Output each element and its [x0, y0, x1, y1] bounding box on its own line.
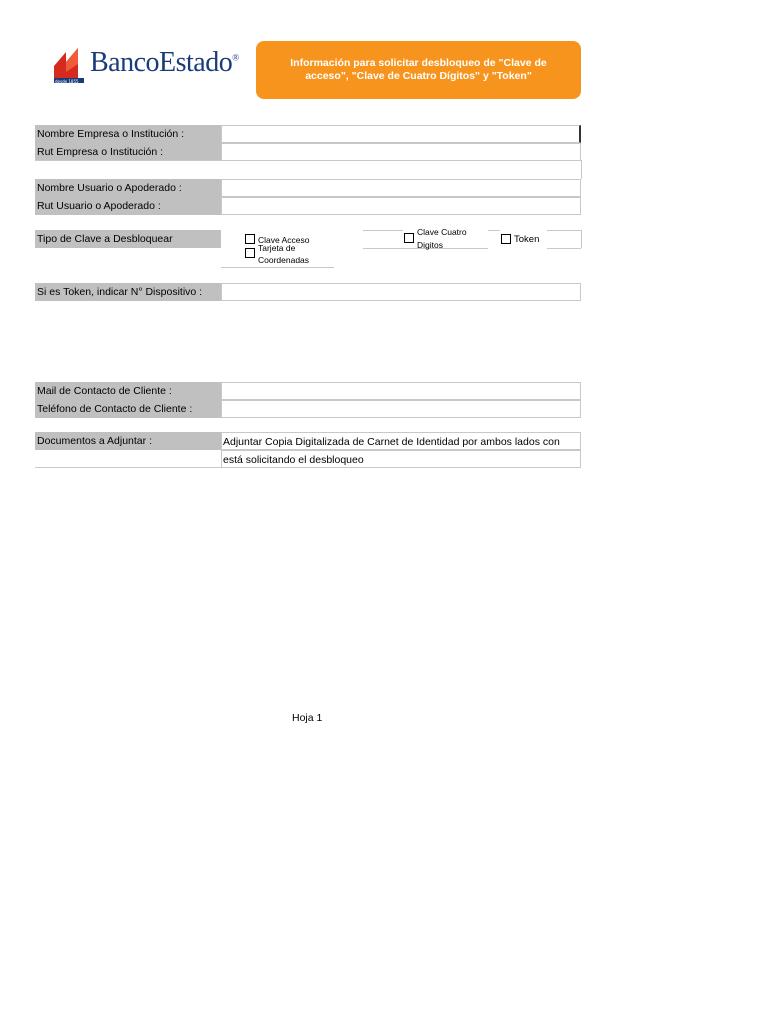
empresa-nombre-label: Nombre Empresa o Institución : [35, 125, 221, 143]
empresa-nombre-input[interactable] [221, 125, 581, 143]
info-banner [256, 41, 581, 99]
empresa-rut-label: Rut Empresa o Institución : [35, 143, 221, 161]
page-label: Hoja 1 [292, 712, 323, 724]
documentos-line1: Adjuntar Copia Digitalizada de Carnet de Identidad por ambos lados con [221, 432, 581, 450]
empresa-rut-input[interactable] [221, 143, 581, 161]
usuario-nombre-input[interactable] [221, 179, 581, 197]
logo-wordmark: BancoEstado® [90, 47, 239, 78]
usuario-nombre-label: Nombre Usuario o Apoderado : [35, 179, 221, 197]
row-divider [221, 267, 334, 268]
mail-contacto-input[interactable] [221, 382, 581, 400]
row-divider [35, 467, 221, 468]
tarjeta-coordenadas-label-line2: Coordenadas [258, 255, 310, 265]
documentos-label: Documentos a Adjuntar : [35, 432, 221, 450]
bancoestado-logo-mark [52, 44, 88, 84]
token-label: Token [514, 234, 540, 245]
row-divider [547, 230, 581, 231]
banner-text: Información para solicitar desbloqueo de "Clave de acceso", "Clave de Cuatro Dígitos" y "Token" [290, 57, 547, 82]
tarjeta-coordenadas-label-line1: Tarjeta de [258, 243, 296, 253]
clave-acceso-label: Clave Acceso [258, 235, 310, 245]
tipo-clave-label: Tipo de Clave a Desbloquear [35, 230, 221, 248]
documentos-line2: está solicitando el desbloqueo [221, 450, 581, 468]
usuario-rut-label: Rut Usuario o Apoderado : [35, 197, 221, 215]
tarjeta-coordenadas-checkbox[interactable] [245, 248, 255, 258]
clave-cuatro-digitos-label-line2: Digitos [417, 240, 443, 250]
clave-cuatro-digitos-label-line1: Clave Cuatro [417, 227, 467, 237]
row-divider [581, 230, 582, 248]
row-divider [488, 230, 500, 231]
row-divider [581, 160, 582, 179]
token-checkbox[interactable] [501, 234, 511, 244]
clave-cuatro-digitos-checkbox[interactable] [404, 233, 414, 243]
row-divider [547, 248, 581, 249]
mail-contacto-label: Mail de Contacto de Cliente : [35, 382, 221, 400]
row-divider [35, 160, 581, 161]
telefono-contacto-label: Teléfono de Contacto de Cliente : [35, 400, 221, 418]
telefono-contacto-input[interactable] [221, 400, 581, 418]
bancoestado-logo [52, 44, 242, 86]
clave-acceso-checkbox[interactable] [245, 234, 255, 244]
logo-tagline: desde 1855 [55, 79, 79, 84]
token-dispositivo-input[interactable] [221, 283, 581, 301]
token-dispositivo-label: Si es Token, indicar N° Dispositivo : [35, 283, 221, 301]
usuario-rut-input[interactable] [221, 197, 581, 215]
row-divider [363, 230, 403, 231]
